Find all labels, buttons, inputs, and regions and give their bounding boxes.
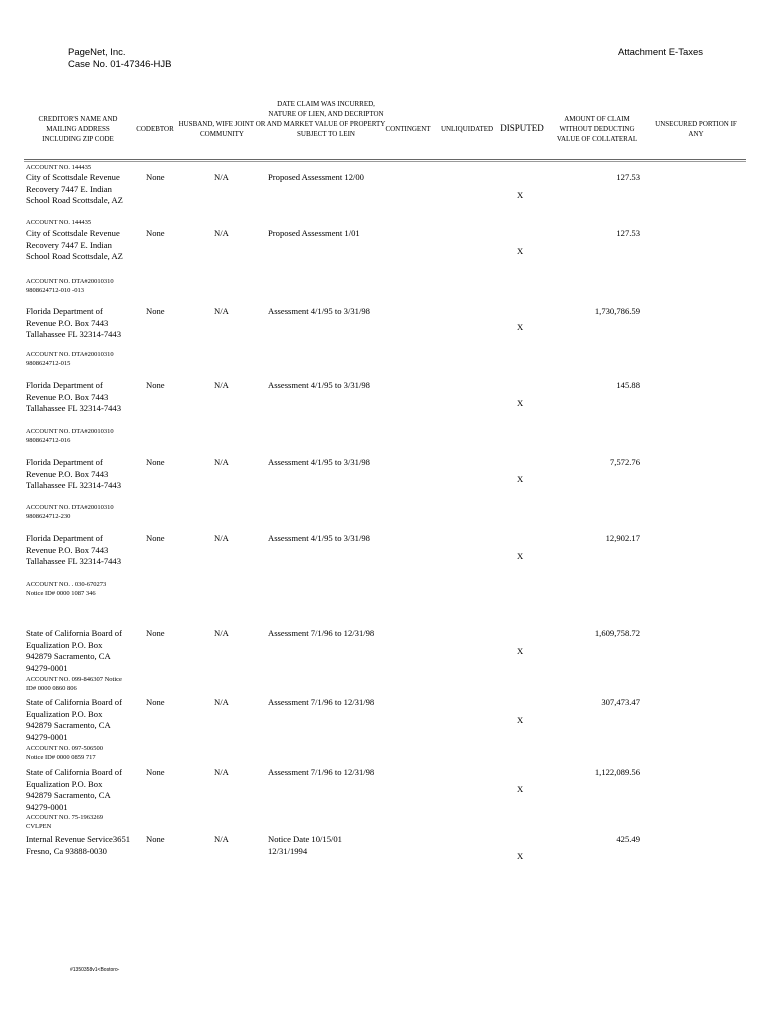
account-number: ACCOUNT NO. 097-506500 Notice ID# 0000 0859 717 xyxy=(26,745,103,761)
hwjc-value: N/A xyxy=(214,380,229,390)
account-number: ACCOUNT NO. . 030-670273 Notice ID# 0000 1087 346 xyxy=(26,581,107,597)
disputed-mark: X xyxy=(517,646,524,656)
col-header-hwjc: HUSBAND, WIFE JOINT OR COMMUNITY xyxy=(178,120,266,138)
codebtor-value: None xyxy=(146,172,165,182)
disputed-mark: X xyxy=(517,784,524,794)
disputed-mark: X xyxy=(517,322,524,332)
claim-description: Assessment 7/1/96 to 12/31/98 xyxy=(268,767,375,777)
account-number: ACCOUNT NO. DTA#20010310 9808624712-230 xyxy=(26,504,114,520)
codebtor-value: None xyxy=(146,533,165,543)
col-header-unsecured: UNSECURED PORTION IF ANY xyxy=(655,120,737,138)
claim-description: Assessment 4/1/95 to 3/31/98 xyxy=(268,457,370,467)
col-header-codebtor: CODEBTOR xyxy=(136,125,174,133)
document-reference: #1350358v1<Bostoro- xyxy=(70,967,120,973)
disputed-mark: X xyxy=(517,715,524,725)
claim-amount: 1,122,089.56 xyxy=(594,767,640,777)
account-number: ACCOUNT NO. DTA#20010310 9808624712-010 -013 xyxy=(26,278,114,294)
header-divider xyxy=(24,159,746,160)
codebtor-value: None xyxy=(146,306,165,316)
claim-description: Proposed Assessment 1/01 xyxy=(268,228,360,238)
hwjc-value: N/A xyxy=(214,533,229,543)
hwjc-value: N/A xyxy=(214,767,229,777)
col-header-disputed: DISPUTED xyxy=(500,123,544,133)
claim-description: Assessment 4/1/95 to 3/31/98 xyxy=(268,380,370,390)
hwjc-value: N/A xyxy=(214,834,229,844)
company-name: PageNet, Inc. xyxy=(68,47,126,58)
case-number: Case No. 01-47346-HJB xyxy=(68,59,172,70)
disputed-mark: X xyxy=(517,246,524,256)
col-header-contingent: CONTINGENT xyxy=(385,125,431,133)
hwjc-value: N/A xyxy=(214,628,229,638)
account-number: ACCOUNT NO. 75-1963269 CVLPEN xyxy=(26,814,103,830)
col-header-date-claim: DATE CLAIM WAS INCURRED, NATURE OF LIEN, AND DECRIPTON AND MARKET VALUE OF PROPERTY SUBJECT TO LEIN xyxy=(266,100,386,138)
account-number: ACCOUNT NO. 144435 xyxy=(26,219,92,226)
codebtor-value: None xyxy=(146,380,165,390)
creditor-address: City of Scottsdale Revenue Recovery 7447 E. Indian School Road Scottsdale, AZ xyxy=(26,228,123,261)
creditor-address: State of California Board of Equalization P.O. Box 942879 Sacramento, CA 94279-0001 xyxy=(26,628,122,673)
claim-description: Assessment 4/1/95 to 3/31/98 xyxy=(268,533,370,543)
claim-description: Assessment 4/1/95 to 3/31/98 xyxy=(268,306,370,316)
creditor-address: State of California Board of Equalization P.O. Box 942879 Sacramento, CA 94279-0001 xyxy=(26,767,122,812)
creditor-address: Florida Department of Revenue P.O. Box 7443 Tallahassee FL 32314-7443 xyxy=(26,380,122,413)
header-divider-2 xyxy=(24,161,746,162)
claim-amount: 145.88 xyxy=(616,380,640,390)
creditor-address: Internal Revenue Service3651 Fresno, Ca 93888-0030 xyxy=(26,834,131,856)
disputed-mark: X xyxy=(517,851,524,861)
claim-amount: 1,609,758.72 xyxy=(594,628,640,638)
disputed-mark: X xyxy=(517,398,524,408)
hwjc-value: N/A xyxy=(214,697,229,707)
claim-amount: 7,572.76 xyxy=(609,457,640,467)
claim-description: Assessment 7/1/96 to 12/31/98 xyxy=(268,628,375,638)
account-number: ACCOUNT NO. 144435 xyxy=(26,164,92,171)
creditor-address: Florida Department of Revenue P.O. Box 7443 Tallahassee FL 32314-7443 xyxy=(26,306,122,339)
creditor-address: State of California Board of Equalization P.O. Box 942879 Sacramento, CA 94279-0001 xyxy=(26,697,122,742)
claim-amount: 12,902.17 xyxy=(605,533,640,543)
creditor-address: Florida Department of Revenue P.O. Box 7443 Tallahassee FL 32314-7443 xyxy=(26,533,122,566)
codebtor-value: None xyxy=(146,767,165,777)
hwjc-value: N/A xyxy=(214,306,229,316)
disputed-mark: X xyxy=(517,474,524,484)
claim-description: Assessment 7/1/96 to 12/31/98 xyxy=(268,697,375,707)
account-number: ACCOUNT NO. DTA#20010310 9808624712-015 xyxy=(26,351,114,367)
attachment-title: Attachment E-Taxes xyxy=(618,47,704,58)
disputed-mark: X xyxy=(517,551,524,561)
codebtor-value: None xyxy=(146,834,165,844)
col-header-amount: AMOUNT OF CLAIM WITHOUT DEDUCTING VALUE OF COLLATERAL xyxy=(556,115,638,143)
claim-description: Notice Date 10/15/01 12/31/1994 xyxy=(268,834,342,856)
codebtor-value: None xyxy=(146,228,165,238)
claim-amount: 127.53 xyxy=(616,172,640,182)
creditor-address: City of Scottsdale Revenue Recovery 7447 E. Indian School Road Scottsdale, AZ xyxy=(26,172,123,205)
creditor-address: Florida Department of Revenue P.O. Box 7443 Tallahassee FL 32314-7443 xyxy=(26,457,122,490)
claim-amount: 127.53 xyxy=(616,228,640,238)
hwjc-value: N/A xyxy=(214,172,229,182)
col-header-creditor: CREDITOR'S NAME AND MAILING ADDRESS INCLUDING ZIP CODE xyxy=(38,115,118,143)
codebtor-value: None xyxy=(146,457,165,467)
codebtor-value: None xyxy=(146,697,165,707)
col-header-unliquidated: UNLIQUIDATED xyxy=(440,125,494,133)
claim-amount: 425.49 xyxy=(616,834,640,844)
claim-amount: 1,730,786.59 xyxy=(594,306,640,316)
account-number: ACCOUNT NO. DTA#20010310 9808624712-016 xyxy=(26,428,114,444)
disputed-mark: X xyxy=(517,190,524,200)
codebtor-value: None xyxy=(146,628,165,638)
claim-description: Proposed Assessment 12/00 xyxy=(268,172,364,182)
account-number: ACCOUNT NO. 099-846307 Notice ID# 0000 0860 806 xyxy=(26,676,122,692)
claim-amount: 307,473.47 xyxy=(601,697,640,707)
hwjc-value: N/A xyxy=(214,228,229,238)
hwjc-value: N/A xyxy=(214,457,229,467)
